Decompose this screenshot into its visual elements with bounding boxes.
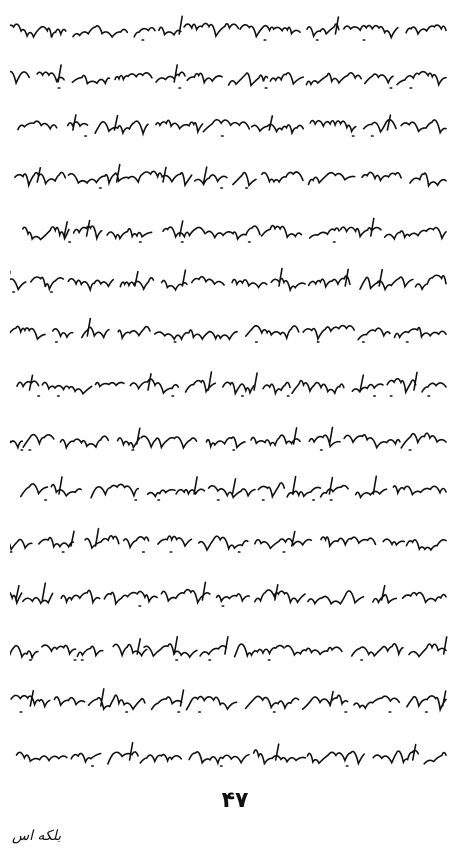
manuscript-line: [10, 580, 450, 610]
catchword: بلکه اس: [12, 828, 62, 844]
handwriting-path: [10, 269, 446, 292]
handwriting-path: [23, 218, 446, 242]
handwriting-stroke: [10, 686, 450, 716]
handwriting-path: [15, 165, 446, 188]
handwriting-path: [10, 427, 446, 450]
manuscript-line: [10, 474, 450, 504]
manuscript-line: [10, 526, 450, 556]
manuscript-line: [10, 62, 450, 92]
handwriting-stroke: [10, 110, 450, 140]
handwriting-path: [17, 743, 447, 766]
manuscript-line: [10, 424, 450, 454]
handwriting-stroke: [10, 316, 450, 346]
handwriting-path: [10, 16, 446, 40]
manuscript-line: [10, 266, 450, 296]
handwriting-stroke: [10, 634, 450, 664]
handwriting-path: [10, 65, 446, 88]
handwriting-path: [11, 689, 446, 712]
handwriting-path: [10, 637, 447, 660]
handwriting-stroke: [10, 62, 450, 92]
handwriting-stroke: [10, 370, 450, 400]
manuscript-line: [10, 110, 450, 140]
handwriting-path: [10, 582, 446, 606]
page-number: ۴۷: [221, 788, 249, 813]
handwriting-stroke: [10, 580, 450, 610]
handwriting-stroke: [10, 474, 450, 504]
handwriting-stroke: [10, 424, 450, 454]
handwriting-stroke: [10, 740, 450, 770]
handwriting-stroke: [10, 266, 450, 296]
handwriting-path: [21, 476, 446, 500]
handwriting-stroke: [10, 162, 450, 192]
handwriting-path: [10, 529, 446, 552]
handwriting-path: [17, 372, 446, 396]
handwriting-stroke: [10, 14, 450, 44]
manuscript-line: [10, 162, 450, 192]
manuscript-line: [10, 316, 450, 346]
handwriting-path: [18, 115, 446, 136]
manuscript-line: [10, 216, 450, 246]
handwriting-path: [10, 319, 446, 342]
handwriting-stroke: [10, 526, 450, 556]
manuscript-line: [10, 634, 450, 664]
handwriting-stroke: [10, 216, 450, 246]
manuscript-line: [10, 14, 450, 44]
manuscript-line: [10, 370, 450, 400]
manuscript-line: [10, 740, 450, 770]
manuscript-line: [10, 686, 450, 716]
